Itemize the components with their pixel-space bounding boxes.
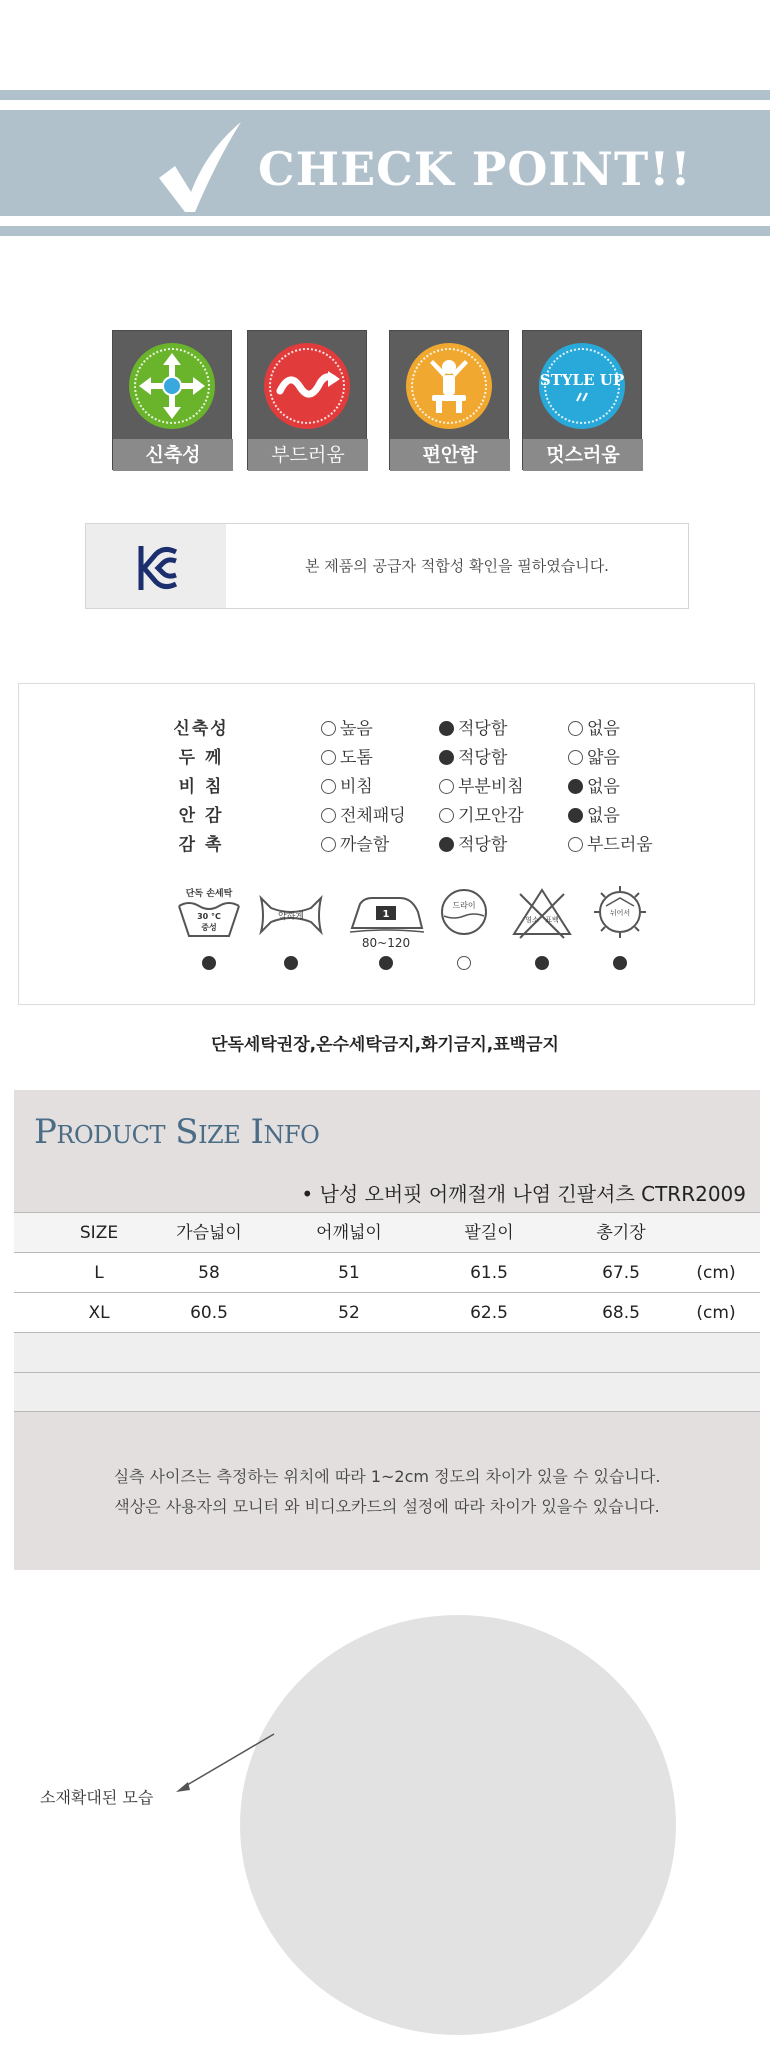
property-option: 부분비침: [439, 772, 524, 797]
product-name: • 남성 오버핏 어깨절개 나염 긴팔셔츠 CTRR2009: [301, 1182, 746, 1206]
property-row: [19, 830, 756, 858]
size-cell: XL: [88, 1303, 110, 1323]
table-row-empty: [14, 1372, 760, 1412]
size-note: 실측 사이즈는 측정하는 위치에 따라 1~2cm 정도의 차이가 있을 수 있습니다.: [113, 1467, 661, 1486]
property-name: 안 감: [178, 806, 224, 826]
unit-cell: (cm): [696, 1303, 736, 1323]
svg-text:드라이: 드라이: [452, 901, 476, 910]
no-bleach-icon: [502, 884, 582, 984]
style-up-badge: STYLE UP: [539, 371, 625, 389]
kc-mark-icon: [136, 544, 180, 592]
care-selected-dot: [613, 956, 627, 970]
banner-bottom-line: [0, 226, 770, 236]
feature-label: 신축성: [113, 439, 233, 471]
wave-icon: [264, 343, 350, 429]
property-option-selected: 적당함: [439, 830, 507, 855]
svg-text:약하게: 약하게: [277, 912, 305, 922]
property-option: 높음: [321, 714, 373, 739]
property-row: [19, 743, 756, 771]
feature-softness: [247, 330, 367, 470]
table-row: [14, 1252, 760, 1292]
care-selected-dot: [535, 956, 549, 970]
pointer-arrow-icon: [170, 1730, 280, 1800]
property-name: 비 침: [178, 777, 224, 797]
property-option-selected: 적당함: [439, 714, 507, 739]
arrows-icon: [129, 343, 215, 429]
property-row: [19, 801, 756, 829]
banner-title: CHECK POINT!!: [258, 142, 692, 196]
size-cell: L: [94, 1263, 104, 1283]
feature-label: 편안함: [390, 439, 510, 471]
column-header: 총기장: [596, 1223, 646, 1243]
size-info-section: [14, 1090, 760, 1570]
hand-wash-icon: [169, 884, 249, 984]
care-selected-dot: [379, 956, 393, 970]
column-header: 팔길이: [464, 1223, 514, 1243]
feature-label: 멋스러움: [523, 439, 643, 471]
feature-comfort: [389, 330, 509, 470]
checkmark-icon: [155, 120, 245, 216]
feature-label: 부드러움: [248, 439, 368, 471]
check-point-banner: [0, 90, 770, 240]
style-up-icon: [539, 343, 625, 429]
property-row: [19, 772, 756, 800]
chest-cell: 58: [198, 1263, 220, 1283]
property-row: [19, 714, 756, 742]
property-option: 얇음: [568, 743, 620, 768]
property-name: 두 께: [178, 748, 224, 768]
property-option-selected: 없음: [568, 801, 620, 826]
svg-text:1: 1: [382, 909, 390, 920]
property-option-selected: 없음: [568, 772, 620, 797]
fabric-closeup-image: [240, 1615, 676, 2035]
property-option: 없음: [568, 714, 620, 739]
shoulder-cell: 51: [338, 1263, 360, 1283]
property-option: 부드러움: [568, 830, 653, 855]
property-option: 기모안감: [439, 801, 524, 826]
flat-dry-icon: [580, 884, 660, 984]
iron-temperature: 80~120: [361, 936, 411, 950]
kc-certification: [85, 523, 689, 609]
size-info-heading: Product Size Info: [34, 1112, 320, 1152]
relax-person-icon: [406, 343, 492, 429]
shoulder-cell: 52: [338, 1303, 360, 1323]
sleeve-cell: 61.5: [470, 1263, 508, 1283]
care-selected-dot: [202, 956, 216, 970]
fabric-properties-panel: [18, 683, 755, 1005]
chest-cell: 60.5: [190, 1303, 228, 1323]
property-option: 전체패딩: [321, 801, 406, 826]
sleeve-cell: 62.5: [470, 1303, 508, 1323]
kc-logo-box: [86, 524, 226, 608]
feature-icons: [112, 330, 642, 470]
care-selected-dot: [284, 956, 298, 970]
table-row: [14, 1292, 760, 1332]
size-notes: [14, 1462, 760, 1522]
size-table: [14, 1212, 760, 1412]
column-header: SIZE: [79, 1223, 119, 1243]
care-unselected-dot: [457, 956, 471, 970]
svg-text:염소: 염소: [525, 916, 539, 924]
property-name: 신축성: [173, 719, 229, 739]
property-name: 감 촉: [178, 835, 224, 855]
property-option: 도톰: [321, 743, 373, 768]
iron-icon: [346, 884, 426, 984]
care-instructions: 단독세탁권장,온수세탁금지,화기금지,표백금지: [211, 1035, 559, 1055]
dry-clean-icon: [424, 884, 504, 984]
size-table-header: [14, 1212, 760, 1252]
wring-gently-icon: [251, 884, 331, 984]
svg-text:중성: 중성: [201, 923, 217, 932]
svg-text:단독 손세탁: 단독 손세탁: [185, 889, 233, 899]
property-option: 까슬함: [321, 830, 389, 855]
length-cell: 67.5: [602, 1263, 640, 1283]
property-option: 비침: [321, 772, 373, 797]
feature-style: [522, 330, 642, 470]
svg-text:표백: 표백: [545, 916, 559, 924]
length-cell: 68.5: [602, 1303, 640, 1323]
fabric-closeup-label: 소재확대된 모습: [40, 1788, 154, 1807]
table-row-empty: [14, 1332, 760, 1372]
svg-text:30 °C: 30 °C: [197, 912, 221, 921]
kc-statement: 본 제품의 공급자 적합성 확인을 필하였습니다.: [305, 557, 609, 575]
property-option-selected: 적당함: [439, 743, 507, 768]
feature-stretch: [112, 330, 232, 470]
unit-cell: (cm): [696, 1263, 736, 1283]
column-header: 어깨넓이: [316, 1223, 382, 1243]
svg-text:뉘어서: 뉘어서: [609, 909, 631, 917]
size-note: 색상은 사용자의 모니터 와 비디오카드의 설정에 따라 차이가 있을수 있습니다.: [114, 1497, 660, 1516]
column-header: 가슴넓이: [176, 1223, 242, 1243]
banner-top-line: [0, 90, 770, 100]
